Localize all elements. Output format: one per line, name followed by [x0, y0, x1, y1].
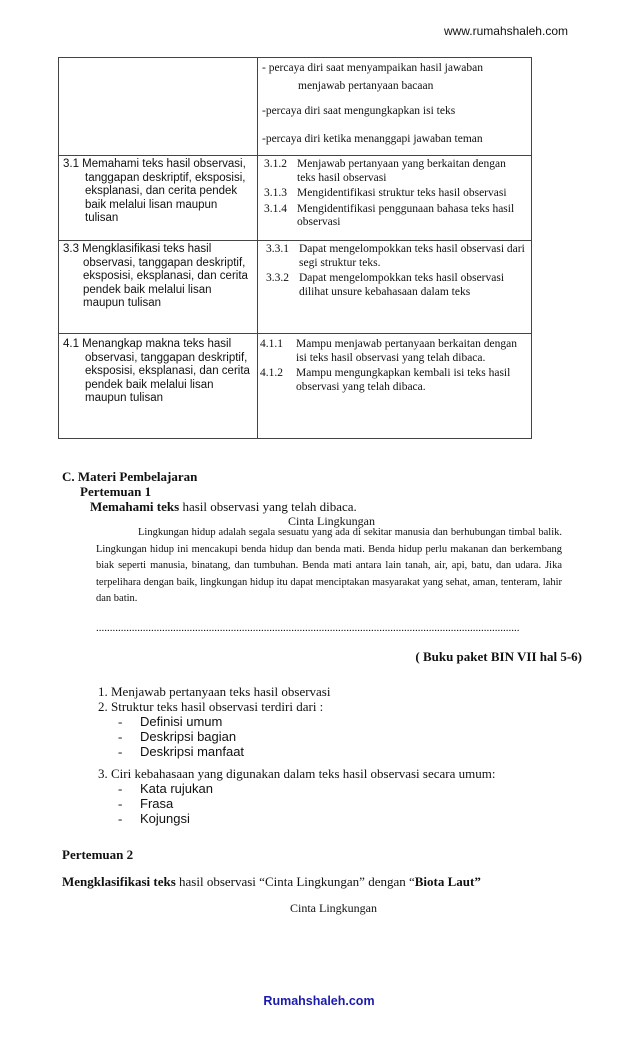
language-features-list: [118, 781, 213, 826]
list-item: - Deskripsi bagian: [118, 729, 237, 744]
kd-text: 3.1 Memahami teks hasil observasi, tanggapan deskriptif, eksposisi, eksplanasi, dan cerita pendek baik melalui lisan maupun tulisan: [63, 158, 246, 224]
list-item: - Frasa: [118, 796, 174, 811]
story-paragraph: Lingkungan hidup adalah segala sesuatu yang ada di sekitar manusia dan berhubungan timbal balik. Lingkungan hidup ini mencakupi benda hidup dan benda mati. Benda hidup perlu makanan dan berkembang biak seperti manusia, binatang, dan tumbuhan. Benda mati antara lain tanah, air, api, batu, dan udara. Jika terpelihara dengan baik, lingkungan hidup itu dapat menciptakan masyarakat yang sehat, aman, tenteram, lahir dan batin.: [96, 527, 562, 604]
indicator-item: [260, 367, 527, 394]
character-cell: [258, 58, 532, 156]
indicator-number: 3.1.2: [264, 158, 287, 170]
competency-table: [58, 57, 532, 439]
source-reference: ( Buku paket BIN VII hal 5-6): [415, 649, 582, 664]
indicator-text: Mampu mengungkapkan kembali isi teks hasil observasi yang telah dibaca.: [296, 367, 511, 393]
indicator-number: 3.1.3: [264, 187, 287, 199]
indicator-cell: [258, 334, 532, 439]
list-item: - Deskripsi manfaat: [118, 744, 245, 759]
character-line-1: - percaya diri saat menyampaikan hasil jawaban: [262, 62, 483, 74]
list-item: - Definisi umum: [118, 714, 223, 729]
indicator-item: [260, 338, 527, 365]
indicator-text: Mengidentifikasi penggunaan bahasa teks hasil observasi: [297, 202, 515, 228]
list-item-text: Kata rujukan: [140, 781, 213, 796]
list-item-text: Definisi umum: [140, 714, 223, 729]
story-title-2: Cinta Lingkungan: [290, 901, 377, 915]
table-row: [59, 334, 532, 439]
list-item: 2. Struktur teks hasil observasi terdiri dari :: [98, 699, 324, 714]
indicator-item: [266, 272, 527, 299]
character-line-3: -percaya diri saat mengungkapkan isi teks: [262, 105, 456, 117]
story-title: Cinta Lingkungan: [288, 514, 375, 528]
list-item-text: Deskripsi bagian: [140, 729, 237, 744]
table-row: [59, 241, 532, 334]
meeting-2-task: [62, 874, 481, 890]
kd-cell-empty: [59, 58, 258, 156]
task-text: hasil observasi yang telah dibaca.: [179, 499, 357, 514]
indicator-number: 3.3.1: [266, 243, 289, 255]
task-text: hasil observasi “Cinta Lingkungan” dengan “: [175, 874, 415, 889]
character-line-2: menjawab pertanyaan bacaan: [298, 79, 434, 92]
character-line-4: -percaya diri ketika menanggapi jawaban teman: [262, 132, 483, 145]
indicator-item: [264, 158, 527, 185]
indicator-text: Dapat mengelompokkan teks hasil observasi dari segi struktur teks.: [299, 243, 525, 269]
indicator-number: 4.1.1: [260, 338, 283, 350]
list-item: - Kojungsi: [118, 811, 190, 826]
meeting-2-heading: Pertemuan 2: [62, 847, 134, 862]
indicator-text: Mengidentifikasi struktur teks hasil observasi: [297, 187, 507, 199]
indicator-cell: [258, 156, 532, 241]
indicator-text: Dapat mengelompokkan teks hasil observasi dilihat unsure kebahasaan dalam teks: [299, 272, 505, 298]
indicator-number: 3.3.2: [266, 272, 289, 284]
list-item: - Kata rujukan: [118, 781, 213, 796]
kd-text: 3.3 Mengklasifikasi teks hasil observasi, tanggapan deskriptif, eksposisi, eksplanasi, dan cerita pendek baik melalui lisan maupun tulisan: [63, 243, 248, 309]
indicator-item: [264, 203, 527, 230]
indicator-item: [266, 243, 527, 270]
kd-cell: [59, 334, 258, 439]
section-heading: C. Materi Pembelajaran: [62, 469, 198, 484]
indicator-number: 4.1.2: [260, 367, 283, 379]
list-item-text: Kojungsi: [140, 811, 190, 826]
kd-text: 4.1 Menangkap makna teks hasil observasi, tanggapan deskriptif, eksposisi, eksplanasi, dan cerita pendek baik melalui lisan maupun tulisan: [63, 338, 250, 404]
list-item: 1. Menjawab pertanyaan teks hasil observasi: [98, 684, 331, 699]
task-verb: Memahami teks: [90, 499, 180, 514]
structure-list: [118, 714, 244, 759]
indicator-item: [264, 187, 527, 201]
list-item-text: Deskripsi manfaat: [140, 744, 245, 759]
kd-cell: [59, 156, 258, 241]
table-row: [59, 156, 532, 241]
meeting-1-heading: Pertemuan 1: [80, 484, 152, 499]
list-item-text: Frasa: [140, 796, 174, 811]
indicator-number: 3.1.4: [264, 202, 287, 215]
kd-cell: [59, 241, 258, 334]
meeting-1-task: [90, 499, 357, 515]
header-site-url: www.rumahshaleh.com: [443, 24, 568, 38]
dotted-line: ..........................................................................................................................................................: [96, 622, 520, 634]
indicator-text: Menjawab pertanyaan yang berkaitan dengan teks hasil observasi: [297, 158, 506, 184]
indicator-cell: [258, 241, 532, 334]
task-verb: Mengklasifikasi teks: [62, 874, 176, 889]
table-row: [59, 58, 532, 156]
list-item: 3. Ciri kebahasaan yang digunakan dalam teks hasil observasi secara umum:: [98, 766, 496, 781]
footer-site: Rumahshaleh.com: [263, 994, 375, 1008]
indicator-text: Mampu menjawab pertanyaan berkaitan dengan isi teks hasil observasi yang telah dibaca.: [296, 338, 517, 364]
task-title: Biota Laut”: [414, 874, 481, 889]
